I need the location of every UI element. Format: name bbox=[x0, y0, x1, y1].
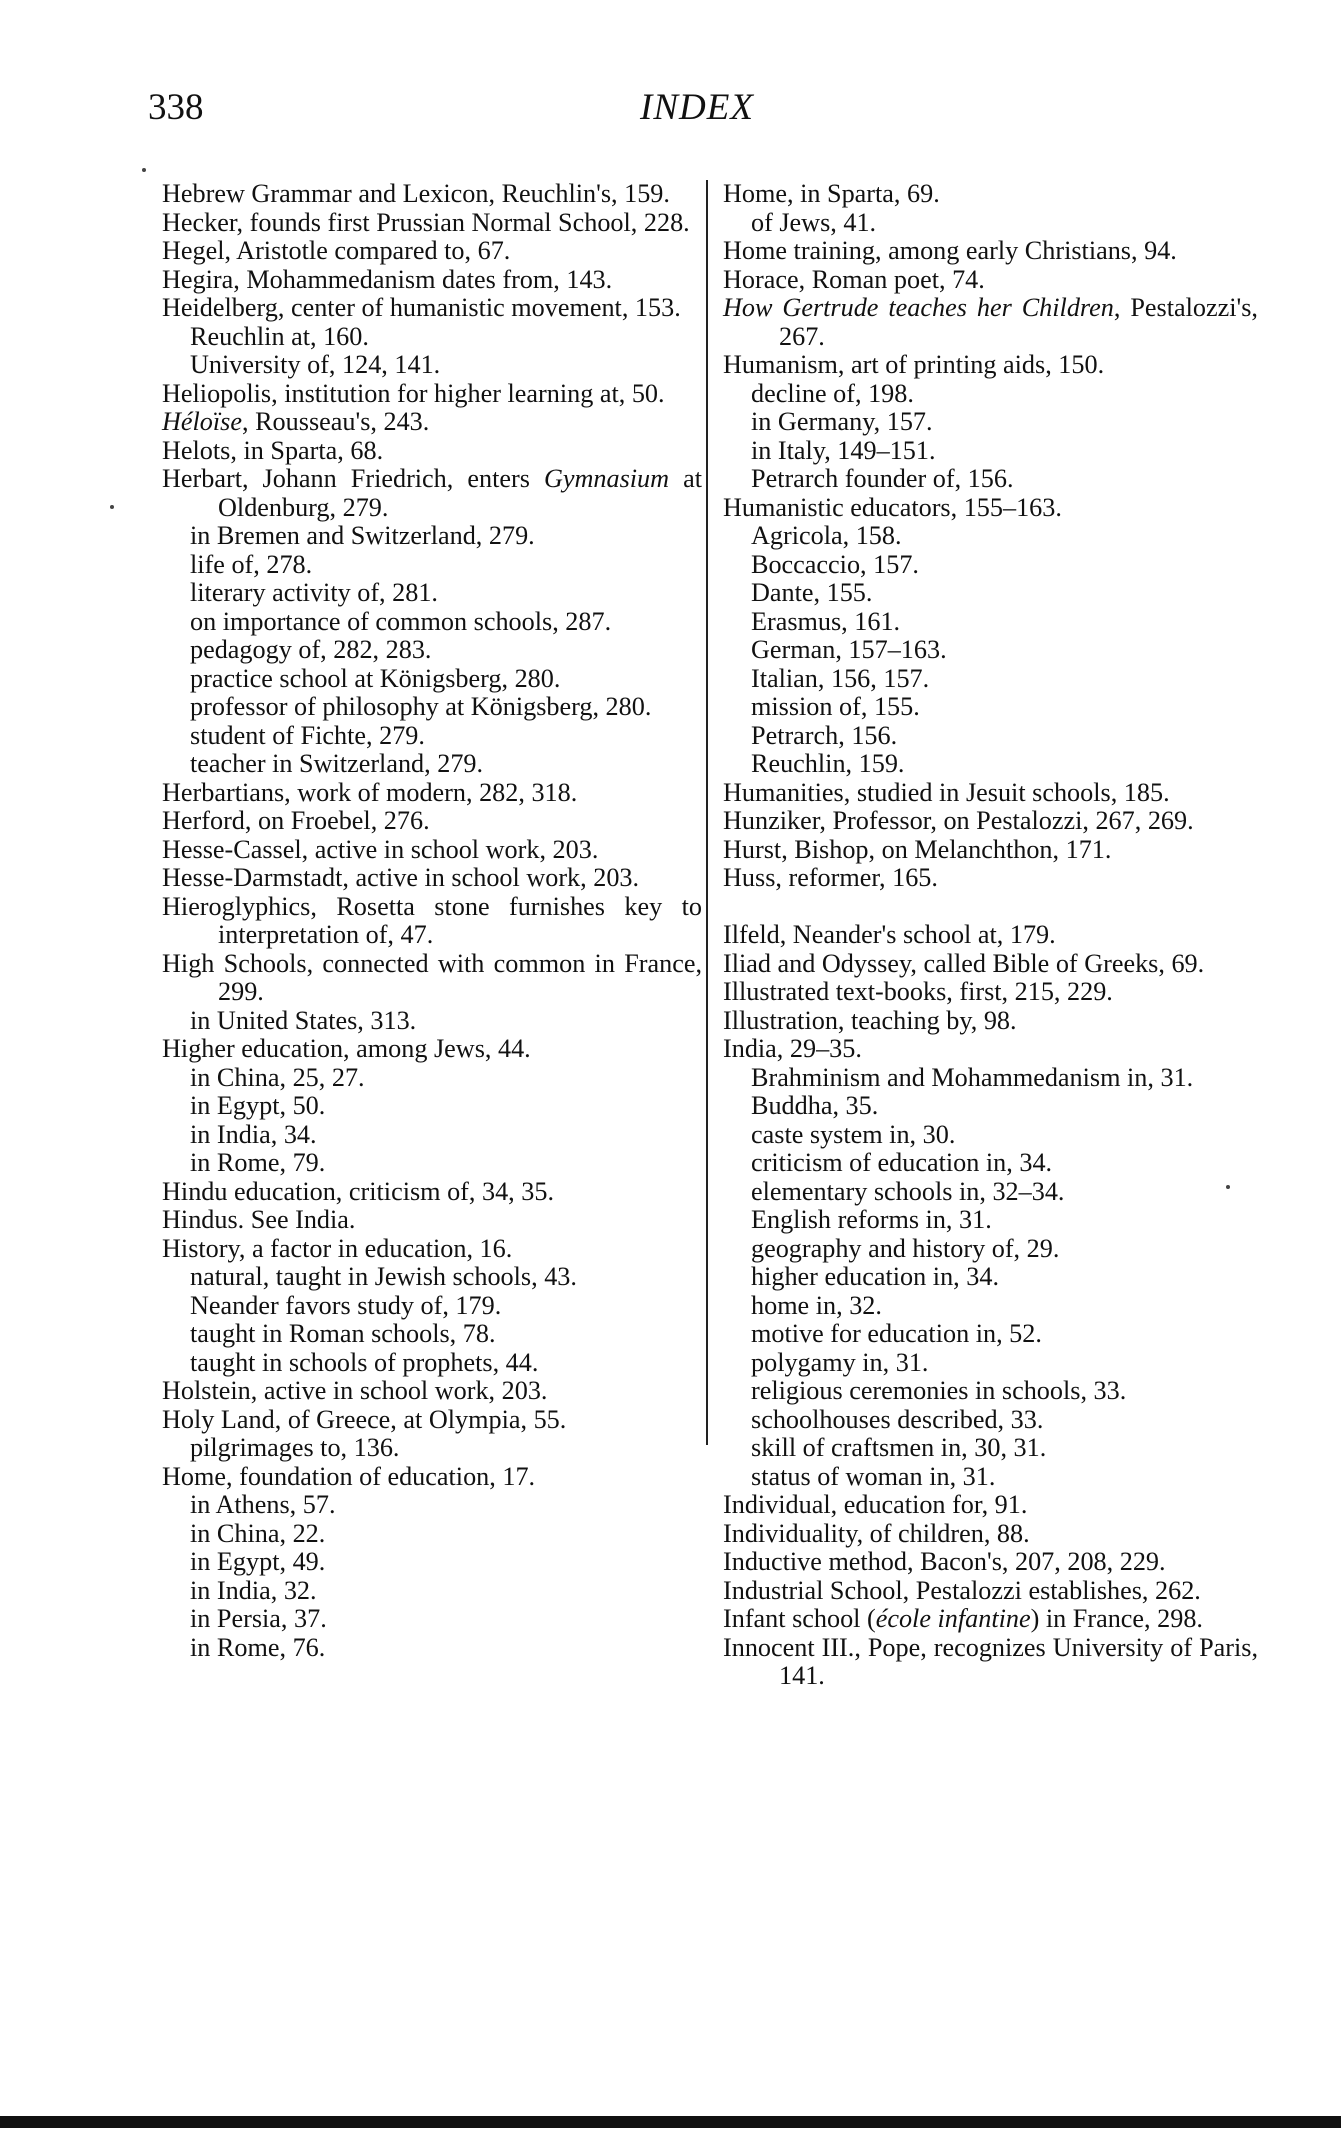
index-entry bbox=[723, 1520, 1258, 1549]
page-title: INDEX bbox=[640, 87, 754, 128]
entry-text: professor of philosophy at Königsberg, 280. bbox=[190, 692, 652, 721]
index-entry bbox=[162, 864, 702, 893]
index-subentry bbox=[723, 636, 1258, 665]
entry-text: Hesse-Cassel, active in school work, 203. bbox=[162, 834, 599, 864]
index-subentry bbox=[723, 209, 1258, 238]
entry-text: German, 157–163. bbox=[751, 635, 947, 664]
index-subentry bbox=[723, 522, 1258, 551]
entry-text: Holy Land, of Greece, at Olympia, 55. bbox=[162, 1404, 567, 1434]
entry-text: Infant school ( bbox=[723, 1604, 876, 1633]
entry-text: literary activity of, 281. bbox=[190, 578, 438, 607]
index-entry bbox=[723, 294, 1258, 351]
index-entry bbox=[723, 836, 1258, 865]
entry-text: Hecker, founds first Prussian Normal School, 228. bbox=[162, 207, 690, 237]
index-subentry bbox=[723, 1349, 1258, 1378]
index-entry bbox=[162, 1406, 702, 1435]
entry-text: in Egypt, 50. bbox=[190, 1091, 326, 1120]
entry-text: Humanistic educators, 155–163. bbox=[723, 492, 1062, 522]
index-entry bbox=[723, 1007, 1258, 1036]
print-speck bbox=[1226, 1185, 1230, 1189]
index-entry bbox=[162, 209, 702, 238]
entry-text: pilgrimages to, 136. bbox=[190, 1433, 400, 1462]
entry-text: mission of, 155. bbox=[751, 692, 920, 721]
index-subentry bbox=[162, 351, 702, 380]
entry-text: , Rousseau's, 243. bbox=[242, 407, 430, 436]
entry-text: Italian, 156, 157. bbox=[751, 663, 930, 693]
entry-text: Higher education, among Jews, 44. bbox=[162, 1034, 531, 1063]
entry-text: in China, 25, 27. bbox=[190, 1062, 365, 1092]
index-subentry bbox=[162, 1092, 702, 1121]
index-subentry bbox=[723, 408, 1258, 437]
entry-text: Illustrated text-books, first, 215, 229. bbox=[723, 977, 1113, 1006]
index-subentry bbox=[162, 551, 702, 580]
entry-text: in India, 32. bbox=[190, 1575, 317, 1605]
index-entry bbox=[162, 294, 702, 323]
index-entry bbox=[162, 807, 702, 836]
entry-text: Reuchlin, 159. bbox=[751, 749, 905, 778]
index-subentry bbox=[723, 465, 1258, 494]
entry-text: practice school at Königsberg, 280. bbox=[190, 663, 561, 693]
index-subentry bbox=[723, 1406, 1258, 1435]
index-subentry bbox=[723, 437, 1258, 466]
index-entry bbox=[723, 1634, 1258, 1691]
index-subentry bbox=[723, 1320, 1258, 1349]
index-subentry bbox=[162, 522, 702, 551]
entry-text: Dante, 155. bbox=[751, 578, 873, 607]
entry-text: Humanism, art of printing aids, 150. bbox=[723, 350, 1105, 379]
index-subentry bbox=[723, 1377, 1258, 1406]
entry-text: taught in schools of prophets, 44. bbox=[190, 1347, 539, 1377]
entry-text: Home training, among early Christians, 94. bbox=[723, 236, 1177, 265]
index-subentry bbox=[723, 380, 1258, 409]
index-subentry bbox=[162, 1149, 702, 1178]
entry-text: Erasmus, 161. bbox=[751, 606, 901, 636]
index-entry bbox=[723, 1605, 1258, 1634]
index-subentry bbox=[162, 1320, 702, 1349]
entry-text: life of, 278. bbox=[190, 549, 313, 579]
index-subentry bbox=[723, 579, 1258, 608]
entry-text: Huss, reformer, 165. bbox=[723, 863, 938, 892]
entry-text: on importance of common schools, 287. bbox=[190, 606, 612, 636]
index-subentry bbox=[162, 1349, 702, 1378]
index-subentry bbox=[723, 1206, 1258, 1235]
index-entry bbox=[162, 237, 702, 266]
page-number: 338 bbox=[148, 87, 204, 128]
index-entry bbox=[723, 807, 1258, 836]
entry-text: Petrarch founder of, 156. bbox=[751, 464, 1014, 493]
index-entry bbox=[723, 180, 1258, 209]
entry-text: student of Fichte, 279. bbox=[190, 720, 425, 750]
index-subentry bbox=[723, 1149, 1258, 1178]
entry-text: Hieroglyphics, Rosetta stone furnishes key to interpretation of, 47. bbox=[162, 891, 702, 949]
index-column-right bbox=[723, 180, 1258, 1691]
index-subentry bbox=[162, 693, 702, 722]
entry-text: in Rome, 79. bbox=[190, 1148, 326, 1177]
entry-text: higher education in, 34. bbox=[751, 1262, 999, 1291]
index-entry bbox=[723, 1577, 1258, 1606]
column-divider bbox=[706, 180, 708, 1445]
entry-text: Helots, in Sparta, 68. bbox=[162, 435, 384, 465]
entry-text: in Italy, 149–151. bbox=[751, 435, 936, 465]
index-entry bbox=[723, 1491, 1258, 1520]
index-entry bbox=[162, 836, 702, 865]
index-subentry bbox=[162, 1292, 702, 1321]
italic-title: Héloïse bbox=[162, 407, 242, 436]
entry-text: Holstein, active in school work, 203. bbox=[162, 1376, 548, 1405]
entry-text: Heidelberg, center of humanistic movement, 153. bbox=[162, 293, 681, 322]
index-subentry bbox=[723, 1263, 1258, 1292]
index-subentry bbox=[723, 1092, 1258, 1121]
index-entry bbox=[723, 351, 1258, 380]
index-entry bbox=[162, 266, 702, 295]
index-subentry bbox=[162, 1634, 702, 1663]
index-subentry bbox=[723, 1292, 1258, 1321]
index-entry bbox=[162, 1463, 702, 1492]
entry-text: University of, 124, 141. bbox=[190, 350, 441, 379]
index-subentry bbox=[723, 693, 1258, 722]
entry-text: religious ceremonies in schools, 33. bbox=[751, 1376, 1127, 1405]
index-subentry bbox=[162, 1548, 702, 1577]
print-speck bbox=[142, 168, 146, 172]
index-subentry bbox=[162, 1263, 702, 1292]
entry-text: in Germany, 157. bbox=[751, 407, 933, 436]
entry-text: Individual, education for, 91. bbox=[723, 1490, 1028, 1519]
entry-text: Illustration, teaching by, 98. bbox=[723, 1005, 1017, 1035]
entry-text: geography and history of, 29. bbox=[751, 1233, 1060, 1263]
index-subentry bbox=[723, 722, 1258, 751]
entry-text: Hesse-Darmstadt, active in school work, 203. bbox=[162, 863, 640, 892]
entry-text: , Pestalozzi's, 267. bbox=[779, 293, 1258, 351]
italic-term: école infantine bbox=[875, 1604, 1031, 1633]
entry-text: decline of, 198. bbox=[751, 378, 914, 408]
index-entry bbox=[723, 1035, 1258, 1064]
italic-title: How Gertrude teaches her Children bbox=[723, 293, 1114, 322]
index-entry bbox=[723, 266, 1258, 295]
entry-text: Boccaccio, 157. bbox=[751, 549, 919, 579]
entry-text: Hindus. See India. bbox=[162, 1205, 356, 1234]
index-entry bbox=[162, 1377, 702, 1406]
index-entry bbox=[162, 380, 702, 409]
entry-text: Industrial School, Pestalozzi establishes, 262. bbox=[723, 1575, 1201, 1605]
entry-text: elementary schools in, 32–34. bbox=[751, 1176, 1065, 1206]
index-entry bbox=[723, 237, 1258, 266]
entry-text: caste system in, 30. bbox=[751, 1119, 956, 1149]
entry-text-tail: at Oldenburg, 279. bbox=[218, 464, 702, 522]
entry-text: Ilfeld, Neander's school at, 179. bbox=[723, 920, 1056, 949]
entry-text: status of woman in, 31. bbox=[751, 1461, 996, 1491]
index-entry bbox=[162, 1206, 702, 1235]
index-subentry bbox=[162, 1121, 702, 1150]
entry-text: India, 29–35. bbox=[723, 1034, 862, 1063]
index-entry bbox=[162, 893, 702, 950]
index-entry bbox=[723, 978, 1258, 1007]
index-entry bbox=[723, 864, 1258, 893]
index-subentry bbox=[723, 1434, 1258, 1463]
entry-text: in Rome, 76. bbox=[190, 1632, 326, 1662]
entry-text: teacher in Switzerland, 279. bbox=[190, 749, 484, 778]
print-speck bbox=[110, 505, 114, 509]
entry-text: Humanities, studied in Jesuit schools, 185. bbox=[723, 777, 1170, 807]
index-subentry bbox=[162, 636, 702, 665]
index-subentry bbox=[162, 579, 702, 608]
index-entry bbox=[723, 494, 1258, 523]
entry-text: Hurst, Bishop, on Melanchthon, 171. bbox=[723, 834, 1112, 864]
entry-text: taught in Roman schools, 78. bbox=[190, 1319, 496, 1348]
index-entry bbox=[723, 950, 1258, 979]
entry-text: Herbart, Johann Friedrich, enters bbox=[162, 464, 544, 493]
entry-text: Heliopolis, institution for higher learning at, 50. bbox=[162, 378, 665, 408]
index-subentry bbox=[723, 750, 1258, 779]
index-entry bbox=[162, 180, 702, 209]
index-entry bbox=[723, 921, 1258, 950]
entry-text: Individuality, of children, 88. bbox=[723, 1518, 1030, 1548]
index-subentry bbox=[723, 1121, 1258, 1150]
entry-text: Buddha, 35. bbox=[751, 1091, 879, 1120]
entry-text: Hegira, Mohammedanism dates from, 143. bbox=[162, 264, 613, 294]
entry-text: in China, 22. bbox=[190, 1518, 326, 1548]
entry-text: in Egypt, 49. bbox=[190, 1547, 326, 1576]
entry-text: in Persia, 37. bbox=[190, 1604, 327, 1633]
entry-text: Petrarch, 156. bbox=[751, 720, 898, 750]
entry-text-tail: ) in France, 298. bbox=[1030, 1604, 1203, 1633]
index-subentry bbox=[162, 323, 702, 352]
index-entry bbox=[723, 1548, 1258, 1577]
entry-text: criticism of education in, 34. bbox=[751, 1148, 1053, 1177]
index-subentry bbox=[162, 1064, 702, 1093]
index-subentry bbox=[162, 1434, 702, 1463]
entry-text: English reforms in, 31. bbox=[751, 1205, 992, 1234]
index-subentry bbox=[723, 1235, 1258, 1264]
entry-text: Hegel, Aristotle compared to, 67. bbox=[162, 236, 511, 265]
index-subentry bbox=[162, 722, 702, 751]
index-column-left bbox=[162, 180, 702, 1662]
index-subentry bbox=[723, 608, 1258, 637]
entry-text: Hebrew Grammar and Lexicon, Reuchlin's, 159. bbox=[162, 179, 670, 208]
entry-text: Hunziker, Professor, on Pestalozzi, 267, 269. bbox=[723, 806, 1194, 835]
entry-text: History, a factor in education, 16. bbox=[162, 1233, 513, 1263]
index-subentry bbox=[162, 1491, 702, 1520]
index-entry bbox=[162, 779, 702, 808]
index-subentry bbox=[723, 665, 1258, 694]
entry-text: Reuchlin at, 160. bbox=[190, 321, 369, 351]
entry-text: Agricola, 158. bbox=[751, 521, 902, 550]
entry-text: Iliad and Odyssey, called Bible of Greeks, 69. bbox=[723, 948, 1205, 978]
index-entry bbox=[162, 437, 702, 466]
index-subentry bbox=[723, 1463, 1258, 1492]
index-subentry bbox=[723, 1178, 1258, 1207]
entry-text: Home, in Sparta, 69. bbox=[723, 179, 940, 208]
italic-term: Gymnasium bbox=[543, 464, 670, 493]
entry-text: polygamy in, 31. bbox=[751, 1347, 929, 1377]
index-subentry bbox=[162, 1605, 702, 1634]
index-subentry bbox=[162, 1007, 702, 1036]
entry-text: of Jews, 41. bbox=[751, 207, 877, 237]
index-subentry bbox=[162, 608, 702, 637]
index-entry bbox=[162, 1178, 702, 1207]
entry-text: in United States, 313. bbox=[190, 1005, 417, 1035]
entry-text: Horace, Roman poet, 74. bbox=[723, 264, 985, 294]
entry-text: in India, 34. bbox=[190, 1119, 317, 1149]
index-subentry bbox=[162, 750, 702, 779]
index-entry bbox=[162, 1235, 702, 1264]
entry-text: Hindu education, criticism of, 34, 35. bbox=[162, 1176, 555, 1206]
index-entry bbox=[162, 1035, 702, 1064]
entry-text: Herford, on Froebel, 276. bbox=[162, 806, 430, 835]
index-subentry bbox=[162, 665, 702, 694]
entry-text: natural, taught in Jewish schools, 43. bbox=[190, 1262, 577, 1291]
index-entry bbox=[162, 408, 702, 437]
entry-text: Herbartians, work of modern, 282, 318. bbox=[162, 777, 578, 807]
entry-text: motive for education in, 52. bbox=[751, 1319, 1042, 1348]
entry-text: skill of craftsmen in, 30, 31. bbox=[751, 1433, 1047, 1462]
entry-text: schoolhouses described, 33. bbox=[751, 1404, 1044, 1434]
index-subentry bbox=[162, 1520, 702, 1549]
entry-text: in Athens, 57. bbox=[190, 1490, 336, 1519]
entry-text: Home, foundation of education, 17. bbox=[162, 1461, 536, 1491]
index-entry bbox=[723, 779, 1258, 808]
entry-text: Inductive method, Bacon's, 207, 208, 229. bbox=[723, 1547, 1166, 1576]
entry-text: in Bremen and Switzerland, 279. bbox=[190, 521, 535, 550]
index-subentry bbox=[723, 1064, 1258, 1093]
entry-text: Neander favors study of, 179. bbox=[190, 1290, 502, 1320]
entry-text: home in, 32. bbox=[751, 1290, 882, 1320]
page-bottom-edge bbox=[0, 2116, 1341, 2128]
entry-text: Brahminism and Mohammedanism in, 31. bbox=[751, 1062, 1194, 1092]
index-subentry bbox=[723, 551, 1258, 580]
entry-text: Innocent III., Pope, recognizes University of Paris, 141. bbox=[723, 1632, 1258, 1690]
entry-text: pedagogy of, 282, 283. bbox=[190, 635, 432, 664]
index-subentry bbox=[162, 1577, 702, 1606]
entry-text: High Schools, connected with common in France, 299. bbox=[162, 948, 702, 1006]
index-entry bbox=[162, 950, 702, 1007]
index-entry bbox=[162, 465, 702, 522]
